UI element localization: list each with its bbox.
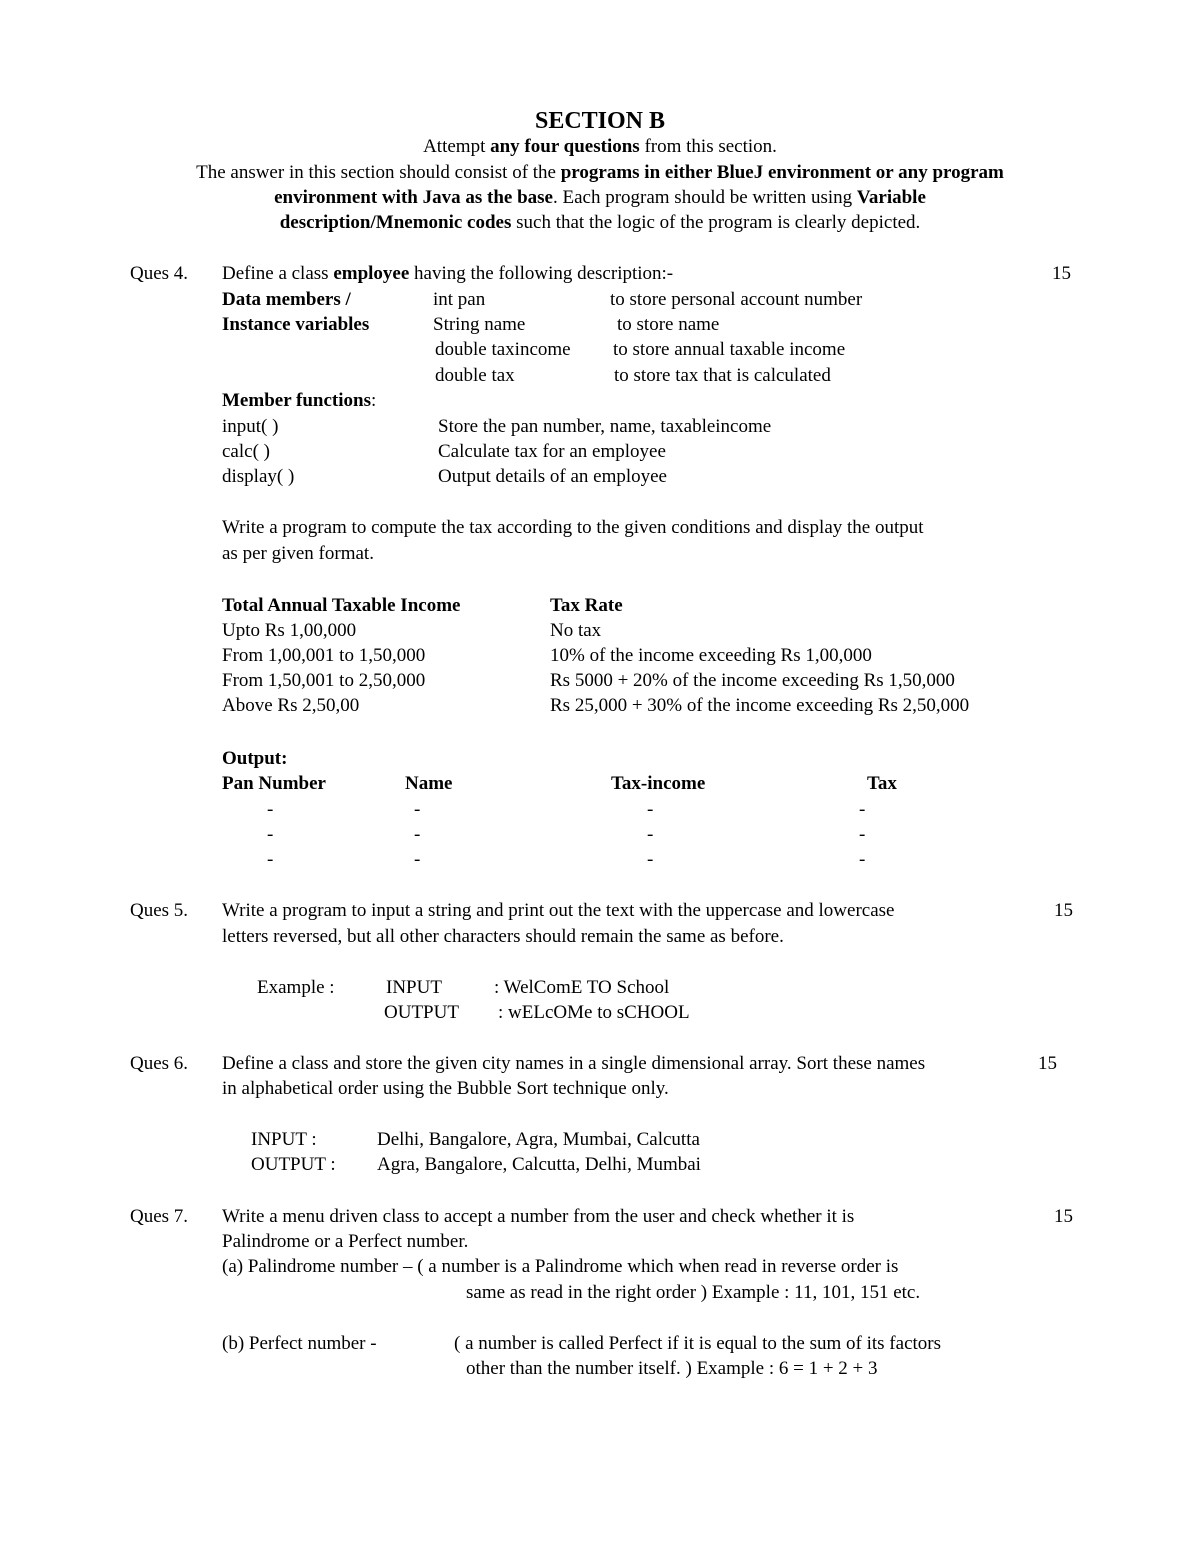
- question-7-text: Palindrome or a Perfect number.: [222, 1231, 469, 1252]
- output-dash: -: [267, 849, 274, 870]
- tax-table-rate: No tax: [550, 620, 602, 641]
- function-desc: Output details of an employee: [438, 466, 667, 487]
- member-desc: to store tax that is calculated: [614, 365, 831, 386]
- question-4-marks: 15: [1052, 263, 1071, 284]
- question-4-intro: Define a class employee having the following description:-: [222, 263, 674, 284]
- member-desc: to store annual taxable income: [613, 339, 846, 360]
- output-header-name: Name: [405, 773, 453, 794]
- question-7-marks: 15: [1054, 1206, 1073, 1227]
- output-dash: -: [647, 849, 654, 870]
- tax-table-rate: 10% of the income exceeding Rs 1,00,000: [550, 645, 872, 666]
- instruction-line-3: environment with Java as the base. Each program should be written using Variable: [274, 187, 926, 208]
- question-5-label: Ques 5.: [130, 900, 189, 921]
- question-6-text: in alphabetical order using the Bubble Sort technique only.: [222, 1078, 669, 1099]
- tax-table-header-income: Total Annual Taxable Income: [222, 595, 461, 616]
- instance-variables-label: Instance variables: [222, 314, 370, 335]
- example-input-label: INPUT :: [251, 1129, 317, 1150]
- question-5-text: letters reversed, but all other characters should remain the same as before.: [222, 926, 784, 947]
- task-text: Write a program to compute the tax according to the given conditions and display the output: [222, 517, 924, 538]
- data-members-label: Data members /: [222, 289, 351, 310]
- member-decl: int pan: [433, 289, 486, 310]
- tax-table-rate: Rs 25,000 + 30% of the income exceeding Rs 2,50,000: [550, 695, 970, 716]
- example-input-label: INPUT: [386, 977, 442, 998]
- function-name: display( ): [222, 466, 295, 487]
- function-name: input( ): [222, 416, 279, 437]
- function-desc: Store the pan number, name, taxableincome: [438, 416, 772, 437]
- example-output-label: OUTPUT :: [251, 1154, 336, 1175]
- perfect-number-label: (b) Perfect number -: [222, 1333, 377, 1354]
- output-dash: -: [414, 799, 421, 820]
- tax-table-rate: Rs 5000 + 20% of the income exceeding Rs 1,50,000: [550, 670, 955, 691]
- output-dash: -: [647, 799, 654, 820]
- output-dash: -: [414, 824, 421, 845]
- question-6-text: Define a class and store the given city names in a single dimensional array. Sort these names: [222, 1053, 926, 1074]
- question-5-text: Write a program to input a string and print out the text with the uppercase and lowercase: [222, 900, 895, 921]
- example-output-value: Agra, Bangalore, Calcutta, Delhi, Mumbai: [377, 1154, 701, 1175]
- member-functions-label: Member functions:: [222, 390, 377, 411]
- function-name: calc( ): [222, 441, 270, 462]
- example-output-label: OUTPUT: [384, 1002, 459, 1023]
- question-6-marks: 15: [1038, 1053, 1057, 1074]
- member-decl: double tax: [435, 365, 515, 386]
- question-6-label: Ques 6.: [130, 1053, 189, 1074]
- example-input-value: : WelComE TO School: [494, 977, 670, 998]
- tax-table-header-rate: Tax Rate: [550, 595, 623, 616]
- output-header-pan: Pan Number: [222, 773, 326, 794]
- output-header-taxincome: Tax-income: [611, 773, 706, 794]
- output-dash: -: [267, 799, 274, 820]
- member-desc: to store name: [617, 314, 720, 335]
- member-decl: String name: [433, 314, 526, 335]
- example-input-value: Delhi, Bangalore, Agra, Mumbai, Calcutta: [377, 1129, 700, 1150]
- tax-table-income: From 1,50,001 to 2,50,000: [222, 670, 426, 691]
- question-4-label: Ques 4.: [130, 263, 189, 284]
- output-dash: -: [859, 849, 866, 870]
- output-dash: -: [859, 824, 866, 845]
- perfect-number-definition-cont: other than the number itself. ) Example : 6 = 1 + 2 + 3: [466, 1358, 878, 1379]
- output-label: Output:: [222, 748, 288, 769]
- example-label: Example :: [257, 977, 335, 998]
- output-header-tax: Tax: [867, 773, 897, 794]
- task-text: as per given format.: [222, 543, 374, 564]
- member-decl: double taxincome: [435, 339, 571, 360]
- output-dash: -: [267, 824, 274, 845]
- question-5-marks: 15: [1054, 900, 1073, 921]
- output-dash: -: [414, 849, 421, 870]
- palindrome-definition: (a) Palindrome number – ( a number is a Palindrome which when read in reverse order is: [222, 1256, 899, 1277]
- section-title: SECTION B: [534, 108, 666, 134]
- function-desc: Calculate tax for an employee: [438, 441, 666, 462]
- instruction-line-2: The answer in this section should consist of the programs in either BlueJ environment or any program: [196, 162, 1004, 183]
- tax-table-income: From 1,00,001 to 1,50,000: [222, 645, 426, 666]
- instruction-line-4: description/Mnemonic codes such that the logic of the program is clearly depicted.: [279, 212, 921, 233]
- tax-table-income: Above Rs 2,50,00: [222, 695, 360, 716]
- instruction-line-1: Attempt any four questions from this section.: [423, 136, 777, 157]
- member-desc: to store personal account number: [610, 289, 863, 310]
- output-dash: -: [859, 799, 866, 820]
- tax-table-income: Upto Rs 1,00,000: [222, 620, 357, 641]
- question-7-text: Write a menu driven class to accept a number from the user and check whether it is: [222, 1206, 855, 1227]
- palindrome-definition-cont: same as read in the right order ) Example : 11, 101, 151 etc.: [466, 1282, 921, 1303]
- example-output-value: : wELcOMe to sCHOOL: [498, 1002, 690, 1023]
- perfect-number-definition: ( a number is called Perfect if it is equal to the sum of its factors: [454, 1333, 941, 1354]
- output-dash: -: [647, 824, 654, 845]
- question-7-label: Ques 7.: [130, 1206, 189, 1227]
